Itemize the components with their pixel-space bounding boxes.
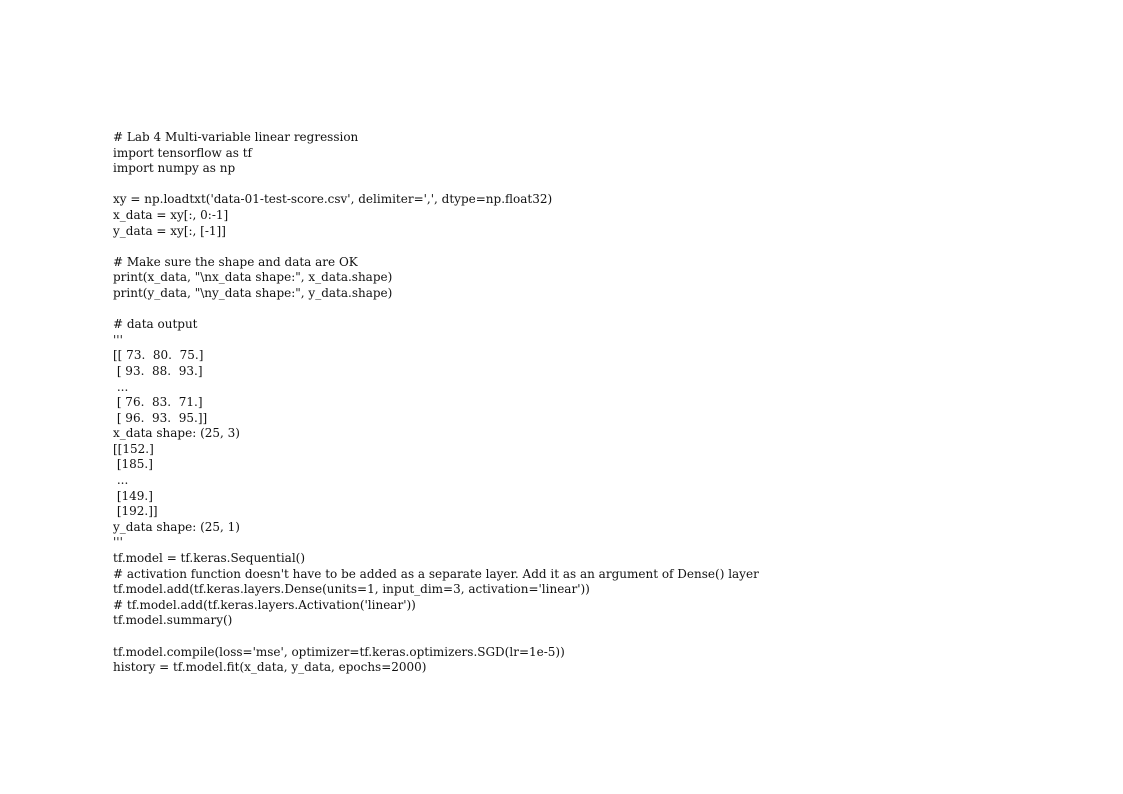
code-comment: # data output — [113, 317, 198, 332]
code-line: y_data = xy[:, [-1]] — [113, 223, 226, 238]
code-comment: # tf.model.add(tf.keras.layers.Activation('linear')) — [113, 597, 416, 612]
code-comment: # Make sure the shape and data are OK — [113, 254, 358, 269]
blank-line — [113, 302, 1093, 318]
code-line: x_data = xy[:, 0:-1] — [113, 207, 229, 222]
code-line: tf.model.compile(loss='mse', optimizer=tf.keras.optimizers.SGD(lr=1e-5)) — [113, 644, 565, 659]
code-comment: # activation function doesn't have to be added as a separate layer. Add it as an argument of Dense() layer — [113, 566, 759, 581]
output-line: [149.] — [113, 488, 153, 503]
blank-line — [113, 239, 1093, 255]
output-line: [ 93. 88. 93.] — [113, 363, 203, 378]
output-line: [ 96. 93. 95.]] — [113, 410, 208, 425]
output-line: ... — [113, 473, 129, 488]
output-line: [185.] — [113, 457, 153, 472]
output-line: [[152.] — [113, 441, 154, 456]
blank-line — [113, 629, 1093, 645]
code-comment: # Lab 4 Multi-variable linear regression — [113, 130, 359, 144]
code-line: tf.model.summary() — [113, 613, 233, 628]
code-line: xy = np.loadtxt('data-01-test-score.csv', delimiter=',', dtype=np.float32) — [113, 192, 553, 207]
blank-line — [113, 177, 1093, 193]
output-line: ... — [113, 379, 129, 394]
output-line: [[ 73. 80. 75.] — [113, 348, 204, 363]
code-line: import numpy as np — [113, 161, 236, 176]
code-line: tf.model = tf.keras.Sequential() — [113, 551, 306, 566]
output-line: y_data shape: (25, 1) — [113, 519, 240, 534]
code-line: print(y_data, "\ny_data shape:", y_data.shape) — [113, 285, 393, 300]
output-line: [ 76. 83. 71.] — [113, 395, 203, 410]
code-line: print(x_data, "\nx_data shape:", x_data.shape) — [113, 270, 393, 285]
code-line: import tensorflow as tf — [113, 145, 252, 160]
docstring-delimiter: ''' — [113, 535, 123, 550]
code-line: tf.model.add(tf.keras.layers.Dense(units=1, input_dim=3, activation='linear')) — [113, 582, 590, 597]
output-line: [192.]] — [113, 504, 158, 519]
output-line: x_data shape: (25, 3) — [113, 426, 240, 441]
code-line: history = tf.model.fit(x_data, y_data, epochs=2000) — [113, 660, 427, 675]
code-listing — [113, 130, 1093, 676]
docstring-delimiter: ''' — [113, 332, 123, 347]
